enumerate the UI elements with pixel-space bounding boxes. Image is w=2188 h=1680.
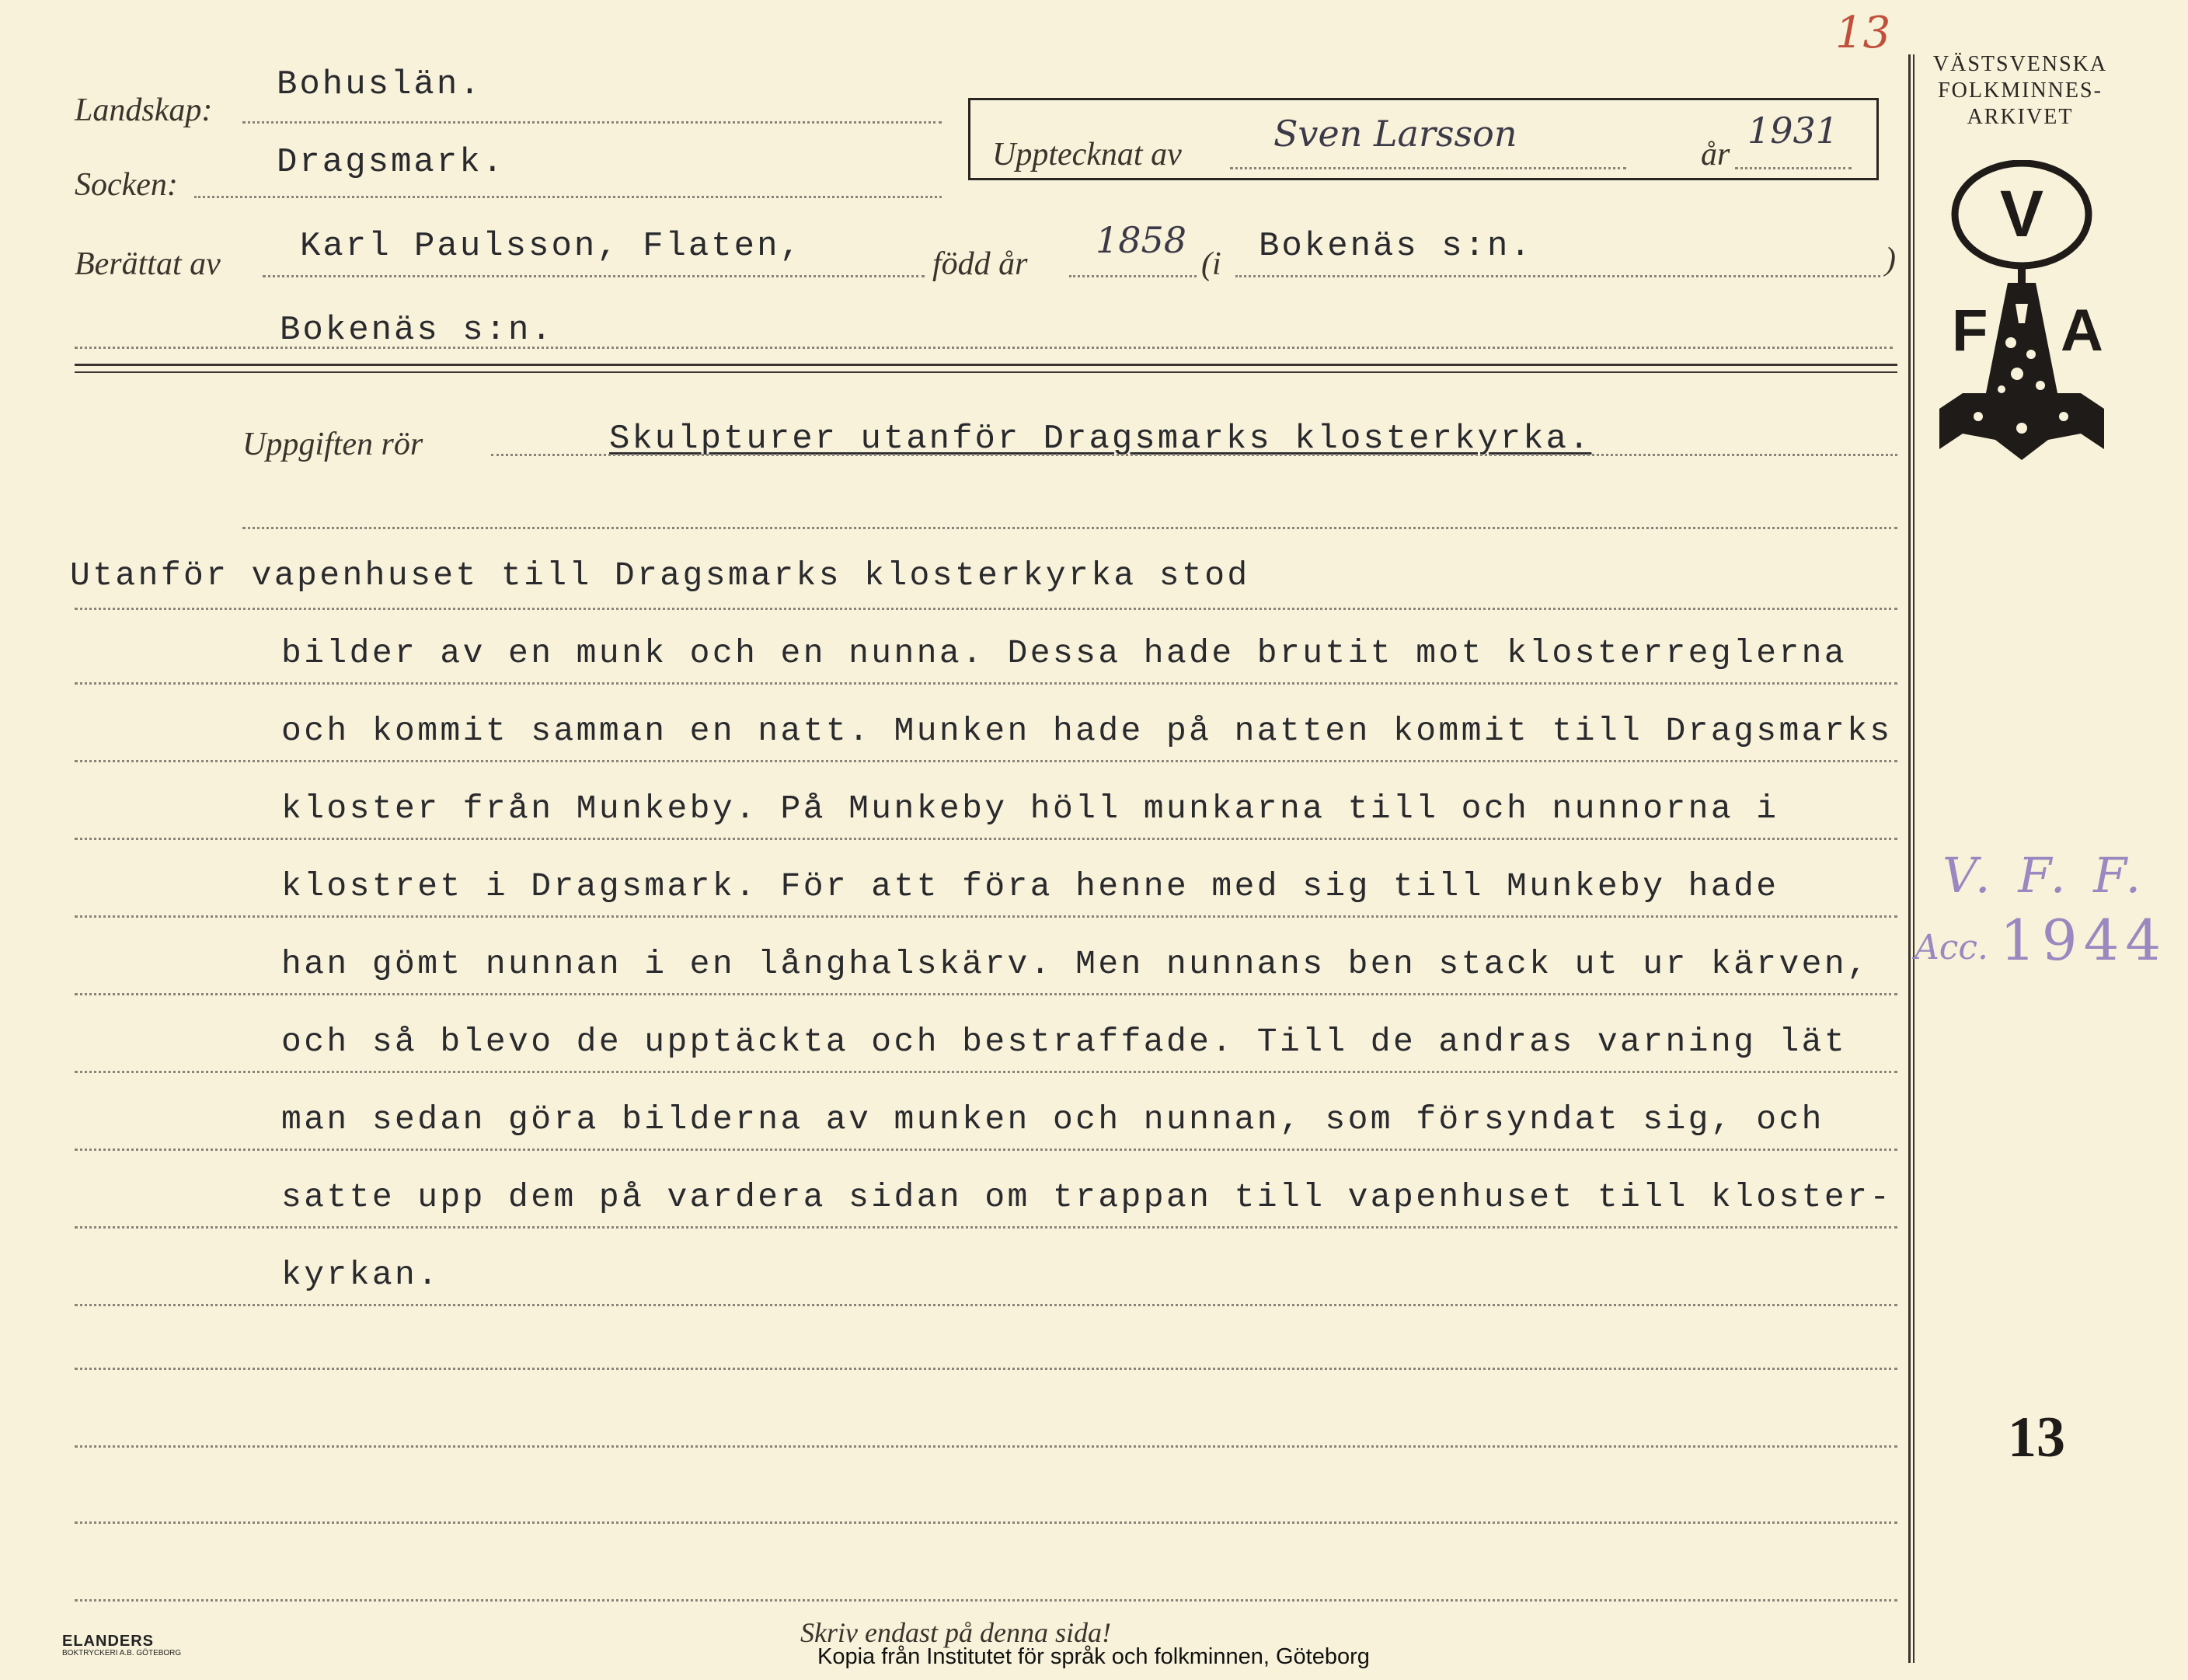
vff-stamp-acc-number: 1944 <box>2000 908 2168 973</box>
archive-title-line2: FOLKMINNES- <box>1938 78 2103 103</box>
ruled-line <box>75 1071 1897 1073</box>
copy-notice: Kopia från Institutet för språk och folkminnen, Göteborg <box>817 1644 1370 1669</box>
socken-value: Dragsmark. <box>277 143 506 182</box>
fodd-paren-close: ) <box>1885 242 1896 277</box>
printer-line1: ELANDERS <box>62 1633 155 1650</box>
header-rule-top <box>75 364 1897 366</box>
ruled-line <box>75 1304 1897 1306</box>
recorder-box <box>968 98 1879 180</box>
fodd-place-line <box>1235 275 1880 277</box>
fodd-value: 1858 <box>1096 219 1187 261</box>
body-line-5: klostret i Dragsmark. För att föra henne med sig till Munkeby hade <box>281 867 1779 905</box>
body-line-6: han gömt nunnan i en långhalskärv. Men nunnans ben stack ut ur kärven, <box>281 945 1870 983</box>
fodd-place: Bokenäs s:n. <box>1259 227 1533 266</box>
berattat-line2 <box>75 347 1893 349</box>
landskap-line <box>242 121 942 124</box>
vff-stamp-line1: V. F. F. <box>1942 847 2148 904</box>
archive-title-line3: ARKIVET <box>1967 105 2074 129</box>
vff-stamp <box>1914 847 2168 987</box>
body-line-4: kloster från Munkeby. På Munkeby höll munkarna till och nunnorna i <box>281 789 1779 828</box>
vff-stamp-acc-label: Acc. <box>1914 928 1989 967</box>
ruled-line <box>75 915 1897 918</box>
uppgiften-label: Uppgiften rör <box>242 427 423 462</box>
landskap-value: Bohuslän. <box>277 65 483 104</box>
ruled-line <box>75 682 1897 685</box>
body-line-2: bilder av en munk och en nunna. Dessa hade brutit mot klosterreglerna <box>281 634 1848 672</box>
stamped-page-number: 13 <box>2008 1406 2065 1469</box>
ruled-line <box>75 838 1897 840</box>
landskap-label: Landskap: <box>75 92 213 128</box>
berattat-value-line2: Bokenäs s:n. <box>280 311 554 350</box>
logo-letter-v: V <box>1999 177 2044 250</box>
printer-line2: BOKTRYCKERI A.B. GÖTEBORG <box>62 1649 182 1657</box>
ruled-line <box>75 1445 1897 1448</box>
uppteckn-value: Sven Larsson <box>1273 113 1517 155</box>
margin-rule-outer <box>1908 54 1911 1663</box>
berattat-value-line1: Karl Paulsson, Flaten, <box>300 227 803 266</box>
body-line-10: kyrkan. <box>281 1256 441 1294</box>
footer-instruction: Skriv endast på denna sida! <box>800 1617 1111 1648</box>
fodd-label: född år <box>932 246 1028 282</box>
printer-mark <box>62 1635 181 1660</box>
socken-label: Socken: <box>75 167 178 203</box>
socken-line <box>194 196 942 198</box>
archive-title-line1: VÄSTSVENSKA <box>1932 52 2108 76</box>
fodd-paren-open: (i <box>1201 246 1221 282</box>
ruled-line <box>75 1368 1897 1370</box>
uppgiften-value: Skulpturer utanför Dragsmarks klosterkyrka. <box>609 420 1592 458</box>
uppteckn-label: Upptecknat av <box>992 137 1182 173</box>
ruled-line <box>75 1599 1897 1602</box>
body-line-9: satte upp dem på vardera sidan om trappan till vapenhuset till kloster- <box>281 1178 1893 1216</box>
logo-letter-a: A <box>2061 298 2103 364</box>
ruled-line <box>75 1226 1897 1229</box>
body-line-3: och kommit samman en natt. Munken hade på natten kommit till Dragsmarks <box>281 712 1893 750</box>
header-rule-bottom <box>75 371 1897 373</box>
uppgiften-line2 <box>242 527 1897 529</box>
ruled-line <box>75 760 1897 762</box>
body-line-1: Utanför vapenhuset till Dragsmarks klosterkyrka stod <box>70 556 1250 594</box>
ar-value: 1931 <box>1747 110 1839 152</box>
ruled-line <box>75 1148 1897 1151</box>
uppteckn-line <box>1230 167 1626 169</box>
ar-label: år <box>1701 137 1730 173</box>
logo-letter-f: F <box>1952 298 1988 364</box>
berattat-line1 <box>263 275 925 277</box>
margin-rule-inner <box>1913 54 1914 1663</box>
body-line-8: man sedan göra bilderna av munken och nunnan, som försyndat sig, och <box>281 1100 1824 1138</box>
archive-logo-graphic <box>1932 160 2118 471</box>
uppgiften-line1 <box>491 454 1897 456</box>
archive-title <box>1914 51 2126 131</box>
berattat-label: Berättat av <box>75 246 221 282</box>
archive-logo <box>1932 160 2118 471</box>
handwritten-page-number: 13 <box>1835 8 1891 58</box>
fodd-line <box>1069 275 1197 277</box>
ar-line <box>1735 167 1852 169</box>
ruled-line <box>75 1521 1897 1524</box>
body-line-7: och så blevo de upptäckta och bestraffade. Till de andras varning lät <box>281 1023 1848 1061</box>
ruled-line <box>75 993 1897 995</box>
ruled-line <box>75 608 1897 610</box>
